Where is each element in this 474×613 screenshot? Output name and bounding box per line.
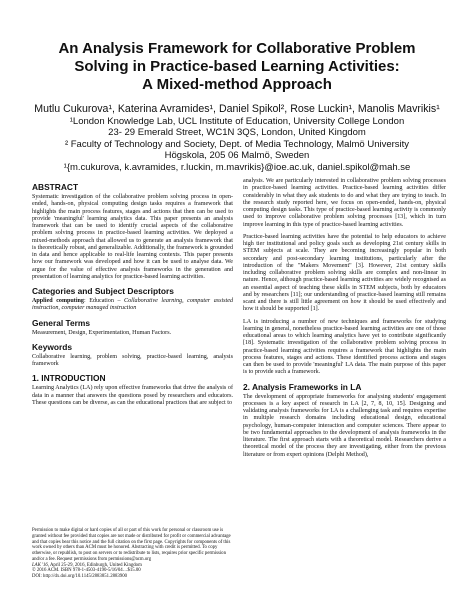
conference-details: , April 25-29, 2016, Edinburgh, United Kingdom bbox=[47, 562, 142, 568]
author-names: Mutlu Cukurova¹, Katerina Avramides¹, Daniel Spikol², Rose Luckin¹, Manolis Mavrikis¹ bbox=[34, 103, 440, 115]
affiliation-1-line-1: ¹London Knowledge Lab, UCL Institute of Education, University College London bbox=[69, 116, 405, 127]
introduction-heading: 1. INTRODUCTION bbox=[32, 373, 106, 384]
author-emails: ¹{m.cukurova, k.avramides, r.luckin, m.mavrikis}@ioe.ac.uk, daniel.spikol@mah.se bbox=[63, 161, 411, 173]
section-2-heading: 2. Analysis Frameworks in LA bbox=[243, 381, 362, 392]
right-paragraph-3: LA is introducing a number of new techniques and frameworks for studying learning in general, nonetheless practice-based learning activities are one of those educational areas to which learning analytics have yet to contribute significantly [18]. Systematic investigation of the collaborative problem solving process in practice-based learning activities requires a framework that highlights the main process features, stages and actions. These identified process actions and stages can then be used to provide 'meaningful' LA data. The main purpose of this paper is to provide such a framework. bbox=[243, 318, 446, 376]
keywords-text: Collaborative learning, problem solving, practice-based learning, analysis framework bbox=[32, 353, 233, 367]
categories-heading: Categories and Subject Descriptors bbox=[32, 286, 174, 296]
affiliation-2-line-1: ² Faculty of Technology and Society, Dept. of Media Technology, Malmö University bbox=[64, 138, 410, 150]
right-paragraph-1: analysis. We are particularly interested in collaborative problem solving processes in practice-based learning activities. Practice-based learning activities differ considerably in what they ask students to do and what they are trying to teach. In the research study reported here, we focus on open-ended, hands-on, physical computing design tasks. This type of practice-based learning activity is commonly used to improve collaborative problem solving processes [13], which in turn improve learning in this type of practice-based learning activities. bbox=[243, 178, 446, 228]
abstract-heading: ABSTRACT bbox=[32, 182, 79, 192]
permission-text: Permission to make digital or hard copies of all or part of this work for personal or classroom use is granted without fee provided that copies are not made or distributed for profit or commercial advantage and that copies bear this notice and the full citation on the first page. Copyrights for components of this work owned by others than ACM must be honored. Abstracting with credit is permitted. To copy otherwise, or republish, to post on servers or to redistribute to lists, requires prior specific permission and/or a fee. Request permissions from permissions@acm.org bbox=[32, 528, 231, 562]
right-paragraph-2: Practice-based learning activities have the potential to help educators to achieve high tier institutional and policy goals such as developing 21st century skills in STEM subjects at scale. They are becoming increasingly popular in both secondary and post-secondary learning institutions, particularly after the introduction of the "Makers Movement" [3]. However, 21st century skills including collaborative problem solving skills are complex and non-linear in nature. Hence, although practice-based learning activities are widely recognised as an essential aspect of teaching these skills in STEM subjects, both by educators and by researchers [11]; our understanding of practice-based learning still remains scant and there is still little agreement on how it should be used effectively and how it should be supported [1]. bbox=[243, 233, 446, 313]
copyright-line: © 2016 ACM. ISBN 978-1-4503-4190-5/16/04…$15.00 bbox=[32, 568, 141, 574]
title-line-1: An Analysis Framework for Collaborative Problem bbox=[58, 40, 416, 57]
general-terms-heading: General Terms bbox=[32, 317, 91, 328]
right-column bbox=[243, 178, 446, 459]
abstract-text: Systematic investigation of the collaborative problem solving process in open-ended, hands-on, physical computing design tasks requires a framework that highlights the main process features, stages and actions that then can be used to provide 'meaningful' learning analytics data. This paper presents an analysis framework that can be used to identify crucial aspects of the collaborative problem solving process in practice-based learning activities. We deployed a mixed-methods approach that allowed us to generate an analysis framework that is theoretically robust, and generalizable. Additionally, the framework is grounded in data and hence applicable to real-life learning contexts. This paper presents how our framework was developed and how it can be used to analyse data. We argue for the value of effective analysis frameworks in the generation and presentation of learning analytics for practice-based learning activities. bbox=[32, 194, 233, 280]
author-block bbox=[20, 103, 454, 173]
general-terms-text: Measurement, Design, Experimentation, Human Factors. bbox=[32, 329, 172, 336]
title-line-3: A Mixed-method Approach bbox=[142, 76, 332, 93]
categories-rest: : Education – bbox=[83, 298, 125, 304]
affiliation-2-line-2: Högskola, 205 06 Malmö, Sweden bbox=[164, 150, 310, 162]
categories-text bbox=[32, 298, 233, 313]
paper-title bbox=[20, 40, 454, 94]
right-paragraph-4: The development of appropriate frameworks for analysing students' engagement processes is a key aspect of research in LA [2, 7, 8, 10, 15]. Designing and validating analysis frameworks for LA is a challenging task and requires expertise in multiple research domains including educational design, educational psychology, human-computer interaction and computer sciences. There appear to be two fundamental approaches to the development of analysis frameworks in the literature. The first approach starts with a theoretical model. Researchers derive a theoretical model of the process they are investigating, either from the previous literature or from expert opinions (Delphi Method), bbox=[243, 393, 446, 458]
categories-label: Applied computing bbox=[32, 298, 84, 304]
left-column bbox=[32, 178, 233, 407]
keywords-heading: Keywords bbox=[32, 341, 73, 352]
categories-italic: Collaborative learning, computer assisted instruction, computer managed instruction bbox=[32, 298, 233, 312]
doi-line: DOI: http://dx.doi.org/10.1145/2883851.2883900 bbox=[32, 574, 128, 579]
permission-footnote bbox=[32, 528, 233, 580]
affiliation-1-line-2: 23- 29 Emerald Street, WC1N 3QS, London, United Kingdom bbox=[108, 127, 366, 139]
title-line-2: Solving in Practice-based Learning Activities: bbox=[74, 58, 400, 75]
conference-name: LAK '16 bbox=[32, 562, 48, 568]
introduction-text: Learning Analytics (LA) rely upon effective frameworks that drive the analysis of data in a manner that answers the questions posed by researchers and educators. These questions can be diverse, as can the educational practices that are subject to bbox=[32, 385, 233, 406]
